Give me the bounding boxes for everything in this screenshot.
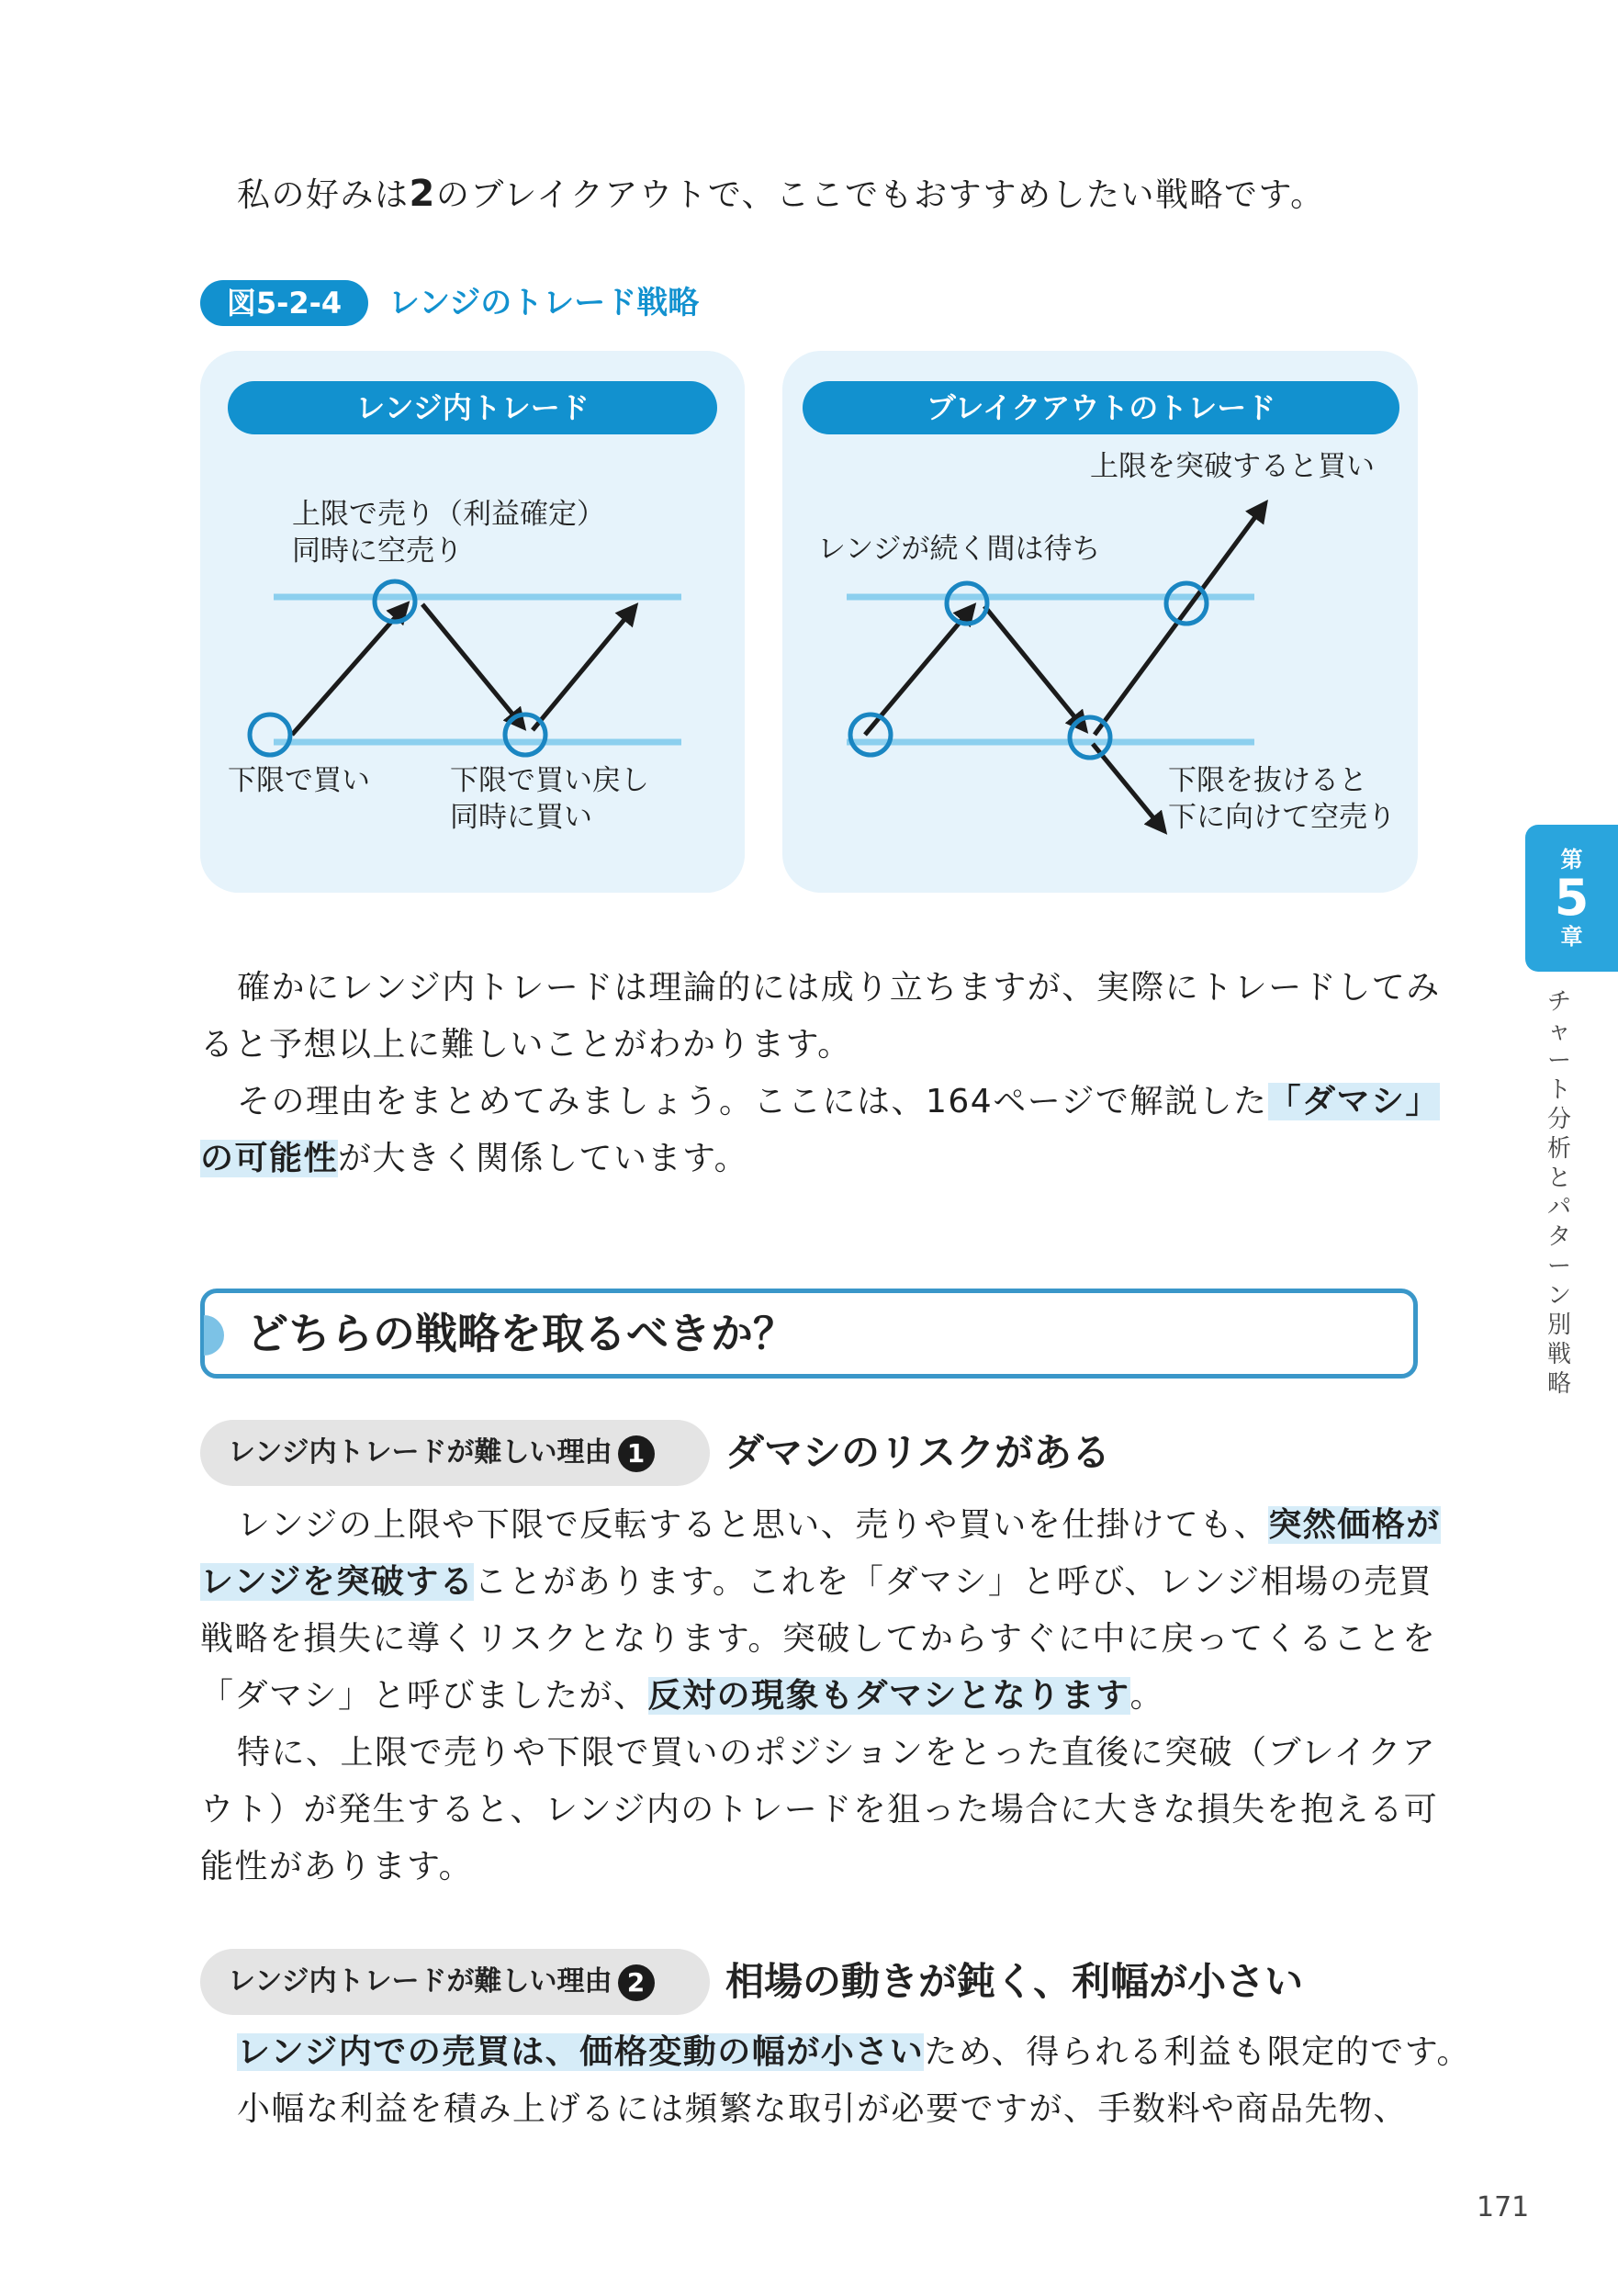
intro-pre: 私の好みは [237,176,410,214]
reason2-line1-text: ため、得られる利益も限定的です。 [924,2033,1471,2071]
left-buy-circle [250,715,290,755]
left-path-up-2 [533,606,635,730]
left-path-down [422,604,523,727]
reason2-pill-text: レンジ内トレードが難しい理由 [228,1965,612,1998]
right-upper-touch-circle [947,583,987,624]
reason1-line7: 能性があります。 [200,1848,474,1885]
intro-num: 2 [409,173,436,215]
reason1-line2 [200,1554,1433,1611]
right-breakdown-label-1: 下限を抜けると [1168,764,1367,797]
section-title: どちらの戦略を取るべきか？ [246,1309,795,1358]
right-breakdown-label-2: 下に向けて空売り [1168,801,1396,834]
reason2-line1-highlight: レンジ内での売買は、価格変動の幅が小さい [237,2033,925,2071]
reason1-line6: ウト）が発生すると、レンジ内のトレードを狙った場合に大きな損失を抱える可 [200,1791,1439,1829]
para1-line2: ると予想以上に難しいことがわかります。 [200,1026,852,1064]
figure-title: レンジのトレード戦略 [388,285,700,321]
reason2-pill [200,1949,710,2015]
para1-possibility-highlight: の可能性 [200,1140,339,1177]
right-path-breakout-up [1095,503,1265,735]
right-path-breakdown [1093,744,1164,831]
reason1-number-badge: 1 [618,1435,655,1472]
right-start-circle [850,715,891,755]
reason2-title: 相場の動きが鈍く、利幅が小さい [725,1959,1304,2004]
chapter-number: 5 [1554,869,1590,927]
reason1-line2-highlight: レンジを突破する [200,1563,475,1601]
reason1-line5: 特に、上限で売りや下限で買いのポジションをとった直後に突破（ブレイクア [237,1734,1437,1772]
page-number: 171 [1477,2191,1530,2223]
para1-line3 [237,1074,1440,1131]
chapter-suffix: 章 [1560,924,1583,950]
right-lower-touch-circle [1070,717,1110,758]
para1-damashi-highlight: 「ダマシ」 [1267,1083,1441,1120]
reason1-line4-end: 。 [1129,1677,1165,1715]
reason1-line1-text: レンジの上限や下限で反転すると思い、売りや買いを仕掛けても、 [237,1506,1269,1544]
reason1-line4-highlight: 反対の現象もダマシとなります [647,1677,1130,1715]
reason2-number-badge: 2 [618,1964,655,2001]
left-sell-label-2: 同時に空売り [292,535,463,568]
left-path-up-1 [292,604,407,735]
right-breakout-circle [1166,583,1207,624]
range-trade-title: レンジ内トレード [228,381,717,434]
reason1-pill-text: レンジ内トレードが難しい理由 [228,1436,612,1469]
section-semicircle-icon [204,1315,231,1356]
reason1-pill [200,1420,710,1486]
left-rebuy-label-2: 同時に買い [450,801,592,834]
chapter-title-vertical: チャート分析とパターン別戦略 [1546,988,1571,1398]
chapter-prefix: 第 [1560,847,1583,872]
para1-line4-text: が大きく関係しています。 [338,1140,749,1177]
para1-line3-text: その理由をまとめてみましょう。ここには、164ページで解説した [237,1083,1268,1120]
left-rebuy-label-1: 下限で買い戻し [450,764,649,797]
para1-line1: 確かにレンジ内トレードは理論的には成り立ちますが、実際にトレードしてみ [237,969,1441,1007]
right-path-down-1 [984,606,1085,730]
reason1-line4 [200,1668,1164,1725]
left-buy-label: 下限で買い [228,764,370,797]
right-breakout-label: 上限を突破すると買い [1090,450,1375,483]
reason1-line4-text: 「ダマシ」と呼びましたが、 [200,1677,648,1715]
left-rebuy-circle [505,715,545,755]
breakout-trade-title: ブレイクアウトのトレード [803,381,1399,434]
chapter-tab [1525,825,1618,972]
reason2-line1 [237,2024,1471,2081]
reason1-line1 [237,1497,1441,1554]
left-sell-label-1: 上限で売り（利益確定） [292,498,605,531]
figure-label: 図5-2-4 [200,280,368,326]
reason1-line1-highlight: 突然価格が [1268,1506,1441,1544]
right-wait-label: レンジが続く間は待ち [817,533,1101,566]
reason1-line3: 戦略を損失に導くリスクとなります。突破してからすぐに中に戻ってくることを [200,1620,1437,1658]
para1-line4 [200,1131,748,1187]
reason1-line2-text: ことがあります。これを「ダマシ」と呼び、レンジ相場の売買 [474,1563,1433,1601]
intro-post: のブレイクアウトで、ここでもおすすめしたい戦略です。 [435,176,1325,214]
reason2-line2: 小幅な利益を積み上げるには頻繁な取引が必要ですが、手数料や商品先物、 [237,2090,1409,2128]
reason1-title: ダマシのリスクがある [725,1430,1111,1475]
